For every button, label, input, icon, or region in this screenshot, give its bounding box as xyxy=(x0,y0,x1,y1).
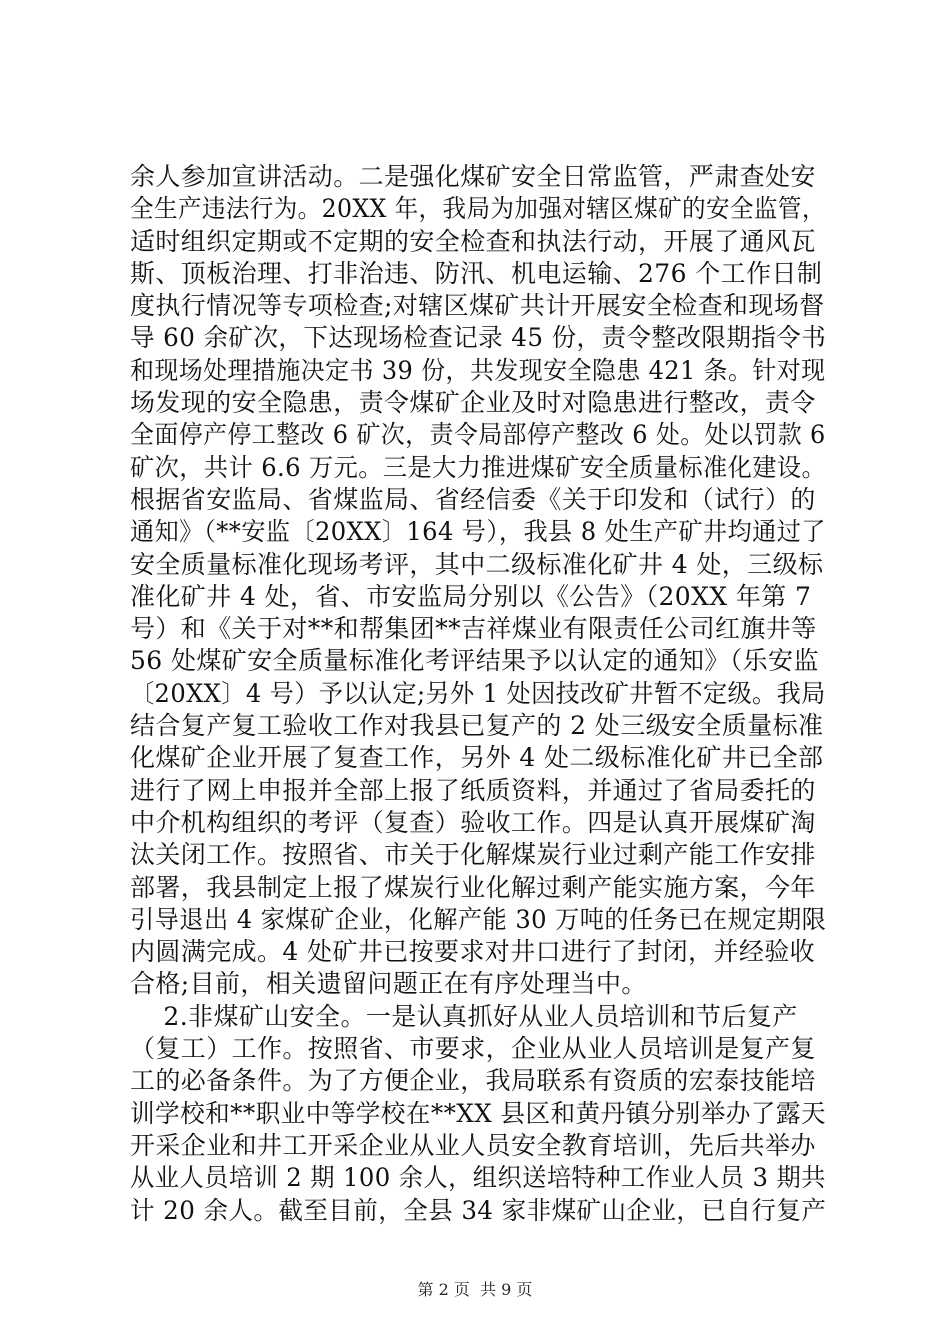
text-line: 训学校和**职业中等学校在**XX 县区和黄丹镇分别举办了露天 xyxy=(130,1098,826,1128)
text-line: 引导退出 4 家煤矿企业，化解产能 30 万吨的任务已在规定期限 xyxy=(130,904,827,934)
text-line: 斯、顶板治理、打非治违、防汛、机电运输、276 个工作日制 xyxy=(130,258,823,288)
text-line: 化煤矿企业开展了复查工作，另外 4 处二级标准化矿井已全部 xyxy=(130,743,824,773)
text-line: 进行了网上申报并全部上报了纸质资料，并通过了省局委托的 xyxy=(130,775,816,805)
text-line: 矿次，共计 6.6 万元。三是大力推进煤矿安全质量标准化建设。 xyxy=(130,452,827,482)
text-line: 号）和《关于对**和帮集团**吉祥煤业有限责任公司红旗井等 xyxy=(130,614,817,644)
text-line: 余人参加宣讲活动。二是强化煤矿安全日常监管，严肃查处安 xyxy=(130,162,816,191)
text-line: 度执行情况等专项检查;对辖区煤矿共计开展安全检查和现场督 xyxy=(130,291,825,321)
text-line: 通知》（**安监〔20XX〕164 号），我县 8 处生产矿井均通过了 xyxy=(130,517,826,547)
text-line: 汰关闭工作。按照省、市关于化解煤炭行业过剩产能工作安排 xyxy=(130,840,816,870)
text-line: 〔20XX〕4 号）予以认定;另外 1 处因技改矿井暂不定级。我局 xyxy=(130,678,826,708)
text-line: （复工）工作。按照省、市要求，企业从业人员培训是复产复 xyxy=(130,1034,816,1064)
text-line: 工的必备条件。为了方便企业，我局联系有资质的宏泰技能培 xyxy=(130,1066,816,1096)
page-footer: 第 2 页 共 9 页 xyxy=(417,1280,533,1299)
text-line: 适时组织定期或不定期的安全检查和执法行动，开展了通风瓦 xyxy=(130,226,816,256)
text-line: 根据省安监局、省煤监局、省经信委《关于印发和（试行）的 xyxy=(130,484,816,514)
text-line: 导 60 余矿次，下达现场检查记录 45 份，责令整改限期指令书 xyxy=(130,323,827,353)
text-line: 安全质量标准化现场考评，其中二级标准化矿井 4 处，三级标 xyxy=(130,549,824,579)
document-body xyxy=(130,161,826,1227)
text-line: 场发现的安全隐患，责令煤矿企业及时对隐患进行整改，责令 xyxy=(130,388,816,418)
text-line: 从业人员培训 2 期 100 余人，组织送培特种工作业人员 3 期共 xyxy=(130,1163,826,1193)
text-line: 准化矿井 4 处，省、市安监局分别以《公告》（20XX 年第 7 xyxy=(130,581,812,611)
text-line: 全生产违法行为。20XX 年，我局为加强对辖区煤矿的安全监管， xyxy=(130,194,826,224)
text-line: 开采企业和井工开采企业从业人员安全教育培训，先后共举办 xyxy=(130,1130,816,1160)
text-line: 结合复产复工验收工作对我县已复产的 2 处三级安全质量标准 xyxy=(130,711,824,741)
text-line: 和现场处理措施决定书 39 份，共发现安全隐患 421 条。针对现 xyxy=(130,355,826,385)
text-line: 合格;目前，相关遗留问题正在有序处理当中。 xyxy=(130,969,647,999)
text-line: 中介机构组织的考评（复查）验收工作。四是认真开展煤矿淘 xyxy=(130,807,816,837)
text-line: 全面停产停工整改 6 矿次，责令局部停产整改 6 处。处以罚款 6 xyxy=(130,420,826,450)
text-line: 内圆满完成。4 处矿井已按要求对井口进行了封闭，并经验收 xyxy=(130,937,816,967)
section-heading-line: 2.非煤矿山安全。一是认真抓好从业人员培训和节后复产 xyxy=(130,1001,798,1031)
text-line: 计 20 余人。截至目前，全县 34 家非煤矿山企业，已自行复产 xyxy=(130,1195,827,1225)
text-line: 部署，我县制定上报了煤炭行业化解过剩产能实施方案，今年 xyxy=(130,872,816,902)
text-line: 56 处煤矿安全质量标准化考评结果予以认定的通知》（乐安监 xyxy=(130,646,819,676)
